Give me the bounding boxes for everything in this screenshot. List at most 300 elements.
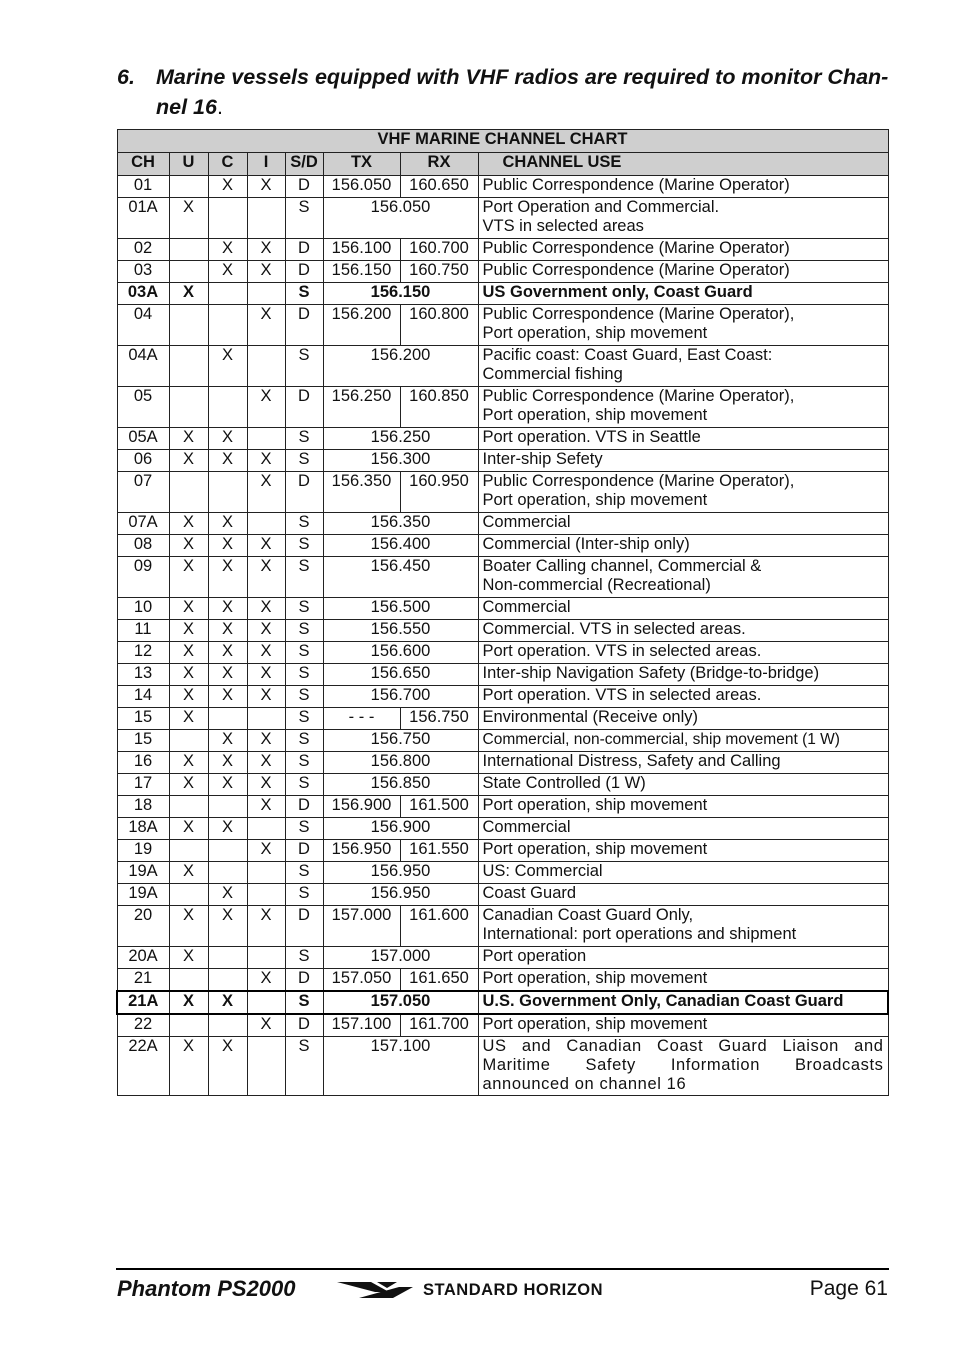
cell-canada: X [208, 730, 247, 752]
cell-channel-use: Port Operation and Commercial. VTS in selected areas [478, 198, 888, 239]
cell-channel-use: Inter-ship Sefety [478, 450, 888, 472]
cell-rx: 160.700 [400, 239, 478, 261]
brand-logo [337, 1276, 603, 1304]
cell-rx: 160.750 [400, 261, 478, 283]
cell-channel: 15 [117, 708, 169, 730]
table-row [117, 198, 888, 239]
cell-simplex-duplex: S [285, 642, 323, 664]
cell-simplex-duplex: S [285, 428, 323, 450]
cell-international [247, 818, 285, 840]
cell-simplex-duplex: S [285, 450, 323, 472]
cell-us [169, 840, 208, 862]
cell-channel-use: Boater Calling channel, Commercial & Non-commercial (Recreational) [478, 557, 888, 598]
table-row [117, 774, 888, 796]
cell-canada [208, 305, 247, 346]
cell-simplex-duplex: S [285, 991, 323, 1014]
cell-us: X [169, 906, 208, 947]
section-number: 6. [117, 65, 135, 89]
cell-channel-use: US and Canadian Coast Guard Liaison and Maritime Safety Information Broadcasts announced on channel 16 [478, 1037, 888, 1096]
header-ch: CH [117, 153, 169, 176]
cell-tx: 157.100 [323, 1014, 400, 1037]
cell-us [169, 796, 208, 818]
cell-simplex-duplex: D [285, 261, 323, 283]
cell-rx: 161.600 [400, 906, 478, 947]
cell-international: X [247, 840, 285, 862]
cell-us [169, 472, 208, 513]
cell-international: X [247, 450, 285, 472]
cell-tx: 156.050 [323, 176, 400, 198]
table-row [117, 346, 888, 387]
cell-channel: 21 [117, 969, 169, 992]
cell-international [247, 513, 285, 535]
cell-canada: X [208, 428, 247, 450]
cell-canada: X [208, 513, 247, 535]
cell-channel: 01A [117, 198, 169, 239]
cell-simplex-duplex: D [285, 305, 323, 346]
cell-simplex-duplex: D [285, 906, 323, 947]
cell-canada [208, 1014, 247, 1037]
cell-simplex-duplex: S [285, 1037, 323, 1096]
cell-international: X [247, 796, 285, 818]
cell-channel-use: Commercial, non-commercial, ship movement (1 W) [478, 730, 888, 752]
cell-channel: 15 [117, 730, 169, 752]
cell-simplex-duplex: S [285, 774, 323, 796]
table-row [117, 261, 888, 283]
cell-channel-use: Public Correspondence (Marine Operator), Port operation, ship movement [478, 305, 888, 346]
cell-simplex-duplex: D [285, 969, 323, 992]
cell-us: X [169, 818, 208, 840]
cell-channel: 18 [117, 796, 169, 818]
table-row [117, 642, 888, 664]
cell-us: X [169, 642, 208, 664]
cell-channel-use: Pacific coast: Coast Guard, East Coast: Commercial fishing [478, 346, 888, 387]
cell-channel: 12 [117, 642, 169, 664]
cell-frequency: 156.950 [323, 884, 478, 906]
cell-simplex-duplex: S [285, 884, 323, 906]
table-row [117, 557, 888, 598]
cell-channel-use: Coast Guard [478, 884, 888, 906]
table-row [117, 884, 888, 906]
cell-us [169, 176, 208, 198]
cell-us: X [169, 708, 208, 730]
cell-us [169, 261, 208, 283]
cell-channel-use: Commercial [478, 818, 888, 840]
brand-name: STANDARD HORIZON [423, 1280, 604, 1299]
cell-channel-use: Environmental (Receive only) [478, 708, 888, 730]
cell-channel-use: Commercial (Inter-ship only) [478, 535, 888, 557]
model-name: Phantom PS2000 [117, 1276, 296, 1301]
cell-international [247, 947, 285, 969]
cell-international: X [247, 535, 285, 557]
cell-frequency: 156.650 [323, 664, 478, 686]
cell-channel: 17 [117, 774, 169, 796]
cell-canada [208, 796, 247, 818]
cell-frequency: 156.900 [323, 818, 478, 840]
cell-international [247, 862, 285, 884]
chart-title-row [117, 130, 888, 153]
cell-simplex-duplex: S [285, 686, 323, 708]
cell-simplex-duplex: D [285, 176, 323, 198]
cell-canada: X [208, 620, 247, 642]
chart-title: VHF MARINE CHANNEL CHART [117, 130, 888, 153]
cell-us [169, 346, 208, 387]
cell-channel: 03A [117, 283, 169, 305]
cell-channel-use: US: Commercial [478, 862, 888, 884]
cell-channel-use: Public Correspondence (Marine Operator), Port operation, ship movement [478, 387, 888, 428]
cell-channel: 16 [117, 752, 169, 774]
cell-international: X [247, 305, 285, 346]
cell-channel-use: Canadian Coast Guard Only, International: port operations and shipment [478, 906, 888, 947]
cell-channel-use: Port operation, ship movement [478, 796, 888, 818]
section-heading [117, 62, 897, 122]
cell-channel: 20A [117, 947, 169, 969]
cell-channel: 05 [117, 387, 169, 428]
header-i: I [247, 153, 285, 176]
cell-rx: 160.850 [400, 387, 478, 428]
cell-channel-use: Public Correspondence (Marine Operator) [478, 176, 888, 198]
cell-us: X [169, 513, 208, 535]
cell-channel-use: Port operation. VTS in Seattle [478, 428, 888, 450]
cell-rx: 160.800 [400, 305, 478, 346]
cell-us: X [169, 862, 208, 884]
cell-us: X [169, 620, 208, 642]
cell-international: X [247, 774, 285, 796]
table-row [117, 840, 888, 862]
cell-us: X [169, 598, 208, 620]
cell-canada: X [208, 557, 247, 598]
cell-channel-use: Commercial. VTS in selected areas. [478, 620, 888, 642]
cell-us: X [169, 535, 208, 557]
cell-canada [208, 840, 247, 862]
cell-canada: X [208, 752, 247, 774]
cell-canada: X [208, 535, 247, 557]
table-row [117, 969, 888, 992]
standard-horizon-logo-icon [337, 1278, 417, 1302]
cell-channel: 03 [117, 261, 169, 283]
cell-tx: 156.900 [323, 796, 400, 818]
cell-canada [208, 283, 247, 305]
cell-international [247, 884, 285, 906]
table-row [117, 513, 888, 535]
header-channel-use: CHANNEL USE [478, 153, 888, 176]
cell-channel: 07A [117, 513, 169, 535]
cell-channel: 19A [117, 884, 169, 906]
cell-canada [208, 708, 247, 730]
cell-canada [208, 387, 247, 428]
chart-header-row [117, 153, 888, 176]
cell-simplex-duplex: D [285, 472, 323, 513]
cell-canada: X [208, 906, 247, 947]
cell-canada: X [208, 884, 247, 906]
cell-channel: 02 [117, 239, 169, 261]
section-text-body: Marine vessels equipped with VHF radios are required to monitor Chan-nel 16 [156, 65, 889, 119]
cell-international: X [247, 261, 285, 283]
cell-frequency: 157.050 [323, 991, 478, 1014]
cell-simplex-duplex: S [285, 283, 323, 305]
cell-frequency: 156.500 [323, 598, 478, 620]
cell-international: X [247, 176, 285, 198]
footer-rule [116, 1268, 889, 1270]
cell-channel: 13 [117, 664, 169, 686]
cell-channel: 04A [117, 346, 169, 387]
cell-frequency: 156.150 [323, 283, 478, 305]
table-row [117, 620, 888, 642]
header-u: U [169, 153, 208, 176]
cell-international: X [247, 620, 285, 642]
cell-frequency: 156.950 [323, 862, 478, 884]
cell-channel: 20 [117, 906, 169, 947]
table-row [117, 239, 888, 261]
table-row [117, 730, 888, 752]
cell-canada: X [208, 346, 247, 387]
cell-simplex-duplex: S [285, 198, 323, 239]
cell-channel-use: US Government only, Coast Guard [478, 283, 888, 305]
table-row [117, 598, 888, 620]
cell-simplex-duplex: D [285, 1014, 323, 1037]
table-row [117, 752, 888, 774]
cell-canada: X [208, 686, 247, 708]
table-row [117, 1014, 888, 1037]
cell-canada: X [208, 239, 247, 261]
cell-international: X [247, 969, 285, 992]
cell-channel: 07 [117, 472, 169, 513]
cell-canada: X [208, 774, 247, 796]
cell-channel-use: Port operation, ship movement [478, 840, 888, 862]
cell-frequency: 156.200 [323, 346, 478, 387]
cell-us: X [169, 664, 208, 686]
cell-us: X [169, 450, 208, 472]
cell-canada: X [208, 1037, 247, 1096]
cell-canada [208, 969, 247, 992]
cell-simplex-duplex: D [285, 239, 323, 261]
cell-canada: X [208, 176, 247, 198]
cell-tx: 157.050 [323, 969, 400, 992]
cell-channel-use: State Controlled (1 W) [478, 774, 888, 796]
cell-us: X [169, 428, 208, 450]
cell-channel-use: International Distress, Safety and Calling [478, 752, 888, 774]
cell-channel: 10 [117, 598, 169, 620]
cell-canada: X [208, 991, 247, 1014]
cell-canada: X [208, 642, 247, 664]
cell-international: X [247, 730, 285, 752]
cell-frequency: 157.100 [323, 1037, 478, 1096]
cell-frequency: 156.850 [323, 774, 478, 796]
cell-channel: 09 [117, 557, 169, 598]
cell-frequency: 156.350 [323, 513, 478, 535]
cell-rx: 160.950 [400, 472, 478, 513]
table-row [117, 708, 888, 730]
cell-tx: 156.100 [323, 239, 400, 261]
cell-rx: 161.550 [400, 840, 478, 862]
cell-canada: X [208, 818, 247, 840]
cell-us: X [169, 557, 208, 598]
cell-us [169, 387, 208, 428]
cell-channel: 06 [117, 450, 169, 472]
cell-international: X [247, 686, 285, 708]
cell-international [247, 991, 285, 1014]
cell-simplex-duplex: D [285, 387, 323, 428]
cell-international: X [247, 752, 285, 774]
cell-international: X [247, 906, 285, 947]
page-number: Page 61 [809, 1277, 888, 1300]
table-row [117, 991, 888, 1014]
cell-simplex-duplex: S [285, 708, 323, 730]
cell-channel: 14 [117, 686, 169, 708]
cell-us [169, 730, 208, 752]
cell-channel-use: Port operation, ship movement [478, 969, 888, 992]
cell-international: X [247, 387, 285, 428]
section-period: . [216, 95, 223, 119]
cell-simplex-duplex: S [285, 513, 323, 535]
cell-international [247, 428, 285, 450]
cell-channel-use: Public Correspondence (Marine Operator) [478, 239, 888, 261]
cell-tx: 156.350 [323, 472, 400, 513]
cell-us: X [169, 198, 208, 239]
cell-canada [208, 947, 247, 969]
cell-channel: 21A [117, 991, 169, 1014]
cell-us: X [169, 1037, 208, 1096]
cell-international: X [247, 239, 285, 261]
cell-simplex-duplex: S [285, 664, 323, 686]
cell-channel: 22A [117, 1037, 169, 1096]
cell-rx: 156.750 [400, 708, 478, 730]
cell-frequency: 156.550 [323, 620, 478, 642]
cell-frequency: 156.050 [323, 198, 478, 239]
cell-channel-use: Port operation [478, 947, 888, 969]
cell-frequency: 156.700 [323, 686, 478, 708]
cell-channel-use: Inter-ship Navigation Safety (Bridge-to-bridge) [478, 664, 888, 686]
cell-channel-use: Commercial [478, 513, 888, 535]
header-c: C [208, 153, 247, 176]
cell-international: X [247, 472, 285, 513]
header-tx: TX [323, 153, 400, 176]
cell-channel: 08 [117, 535, 169, 557]
cell-rx: 161.500 [400, 796, 478, 818]
cell-tx: - - - [323, 708, 400, 730]
table-row [117, 450, 888, 472]
cell-us: X [169, 991, 208, 1014]
table-row [117, 947, 888, 969]
cell-tx: 157.000 [323, 906, 400, 947]
cell-simplex-duplex: S [285, 557, 323, 598]
cell-tx: 156.200 [323, 305, 400, 346]
cell-international: X [247, 1014, 285, 1037]
cell-channel-use: Port operation, ship movement [478, 1014, 888, 1037]
cell-tx: 156.950 [323, 840, 400, 862]
cell-us: X [169, 947, 208, 969]
cell-international [247, 708, 285, 730]
cell-channel: 18A [117, 818, 169, 840]
cell-canada: X [208, 664, 247, 686]
cell-international: X [247, 598, 285, 620]
cell-rx: 161.700 [400, 1014, 478, 1037]
cell-frequency: 156.450 [323, 557, 478, 598]
cell-channel: 19 [117, 840, 169, 862]
cell-simplex-duplex: S [285, 730, 323, 752]
cell-international [247, 283, 285, 305]
header-rx: RX [400, 153, 478, 176]
cell-channel-use: Public Correspondence (Marine Operator) [478, 261, 888, 283]
cell-us: X [169, 686, 208, 708]
table-row [117, 906, 888, 947]
cell-us [169, 1014, 208, 1037]
cell-frequency: 156.400 [323, 535, 478, 557]
table-row [117, 176, 888, 198]
table-row [117, 862, 888, 884]
cell-rx: 161.650 [400, 969, 478, 992]
cell-canada [208, 198, 247, 239]
cell-frequency: 157.000 [323, 947, 478, 969]
cell-channel-use: Port operation. VTS in selected areas. [478, 642, 888, 664]
cell-us: X [169, 752, 208, 774]
cell-us [169, 884, 208, 906]
cell-tx: 156.150 [323, 261, 400, 283]
cell-frequency: 156.600 [323, 642, 478, 664]
cell-international: X [247, 664, 285, 686]
cell-simplex-duplex: S [285, 752, 323, 774]
cell-frequency: 156.250 [323, 428, 478, 450]
cell-canada: X [208, 598, 247, 620]
cell-canada: X [208, 450, 247, 472]
table-row [117, 664, 888, 686]
cell-us [169, 239, 208, 261]
cell-international: X [247, 557, 285, 598]
table-row [117, 1037, 888, 1096]
cell-international [247, 1037, 285, 1096]
cell-channel: 01 [117, 176, 169, 198]
table-row [117, 283, 888, 305]
cell-us: X [169, 774, 208, 796]
cell-simplex-duplex: D [285, 796, 323, 818]
cell-international [247, 198, 285, 239]
cell-canada [208, 862, 247, 884]
cell-simplex-duplex: S [285, 620, 323, 642]
cell-us: X [169, 283, 208, 305]
cell-simplex-duplex: S [285, 862, 323, 884]
table-row [117, 796, 888, 818]
cell-simplex-duplex: S [285, 947, 323, 969]
cell-canada [208, 472, 247, 513]
cell-frequency: 156.300 [323, 450, 478, 472]
cell-simplex-duplex: S [285, 346, 323, 387]
table-row [117, 428, 888, 450]
cell-frequency: 156.750 [323, 730, 478, 752]
table-row [117, 387, 888, 428]
cell-channel-use: U.S. Government Only, Canadian Coast Guard [478, 991, 888, 1014]
cell-rx: 160.650 [400, 176, 478, 198]
vhf-channel-chart [116, 129, 889, 1096]
cell-channel: 11 [117, 620, 169, 642]
cell-us [169, 969, 208, 992]
cell-international [247, 346, 285, 387]
table-row [117, 818, 888, 840]
cell-channel-use: Public Correspondence (Marine Operator), Port operation, ship movement [478, 472, 888, 513]
table-row [117, 472, 888, 513]
cell-frequency: 156.800 [323, 752, 478, 774]
cell-simplex-duplex: D [285, 840, 323, 862]
table-row [117, 535, 888, 557]
cell-channel: 19A [117, 862, 169, 884]
section-text [117, 62, 897, 122]
cell-simplex-duplex: S [285, 598, 323, 620]
table-row [117, 686, 888, 708]
cell-channel-use: Port operation. VTS in selected areas. [478, 686, 888, 708]
cell-tx: 156.250 [323, 387, 400, 428]
cell-channel: 22 [117, 1014, 169, 1037]
chart-body [117, 130, 888, 1096]
cell-us [169, 305, 208, 346]
cell-channel: 05A [117, 428, 169, 450]
